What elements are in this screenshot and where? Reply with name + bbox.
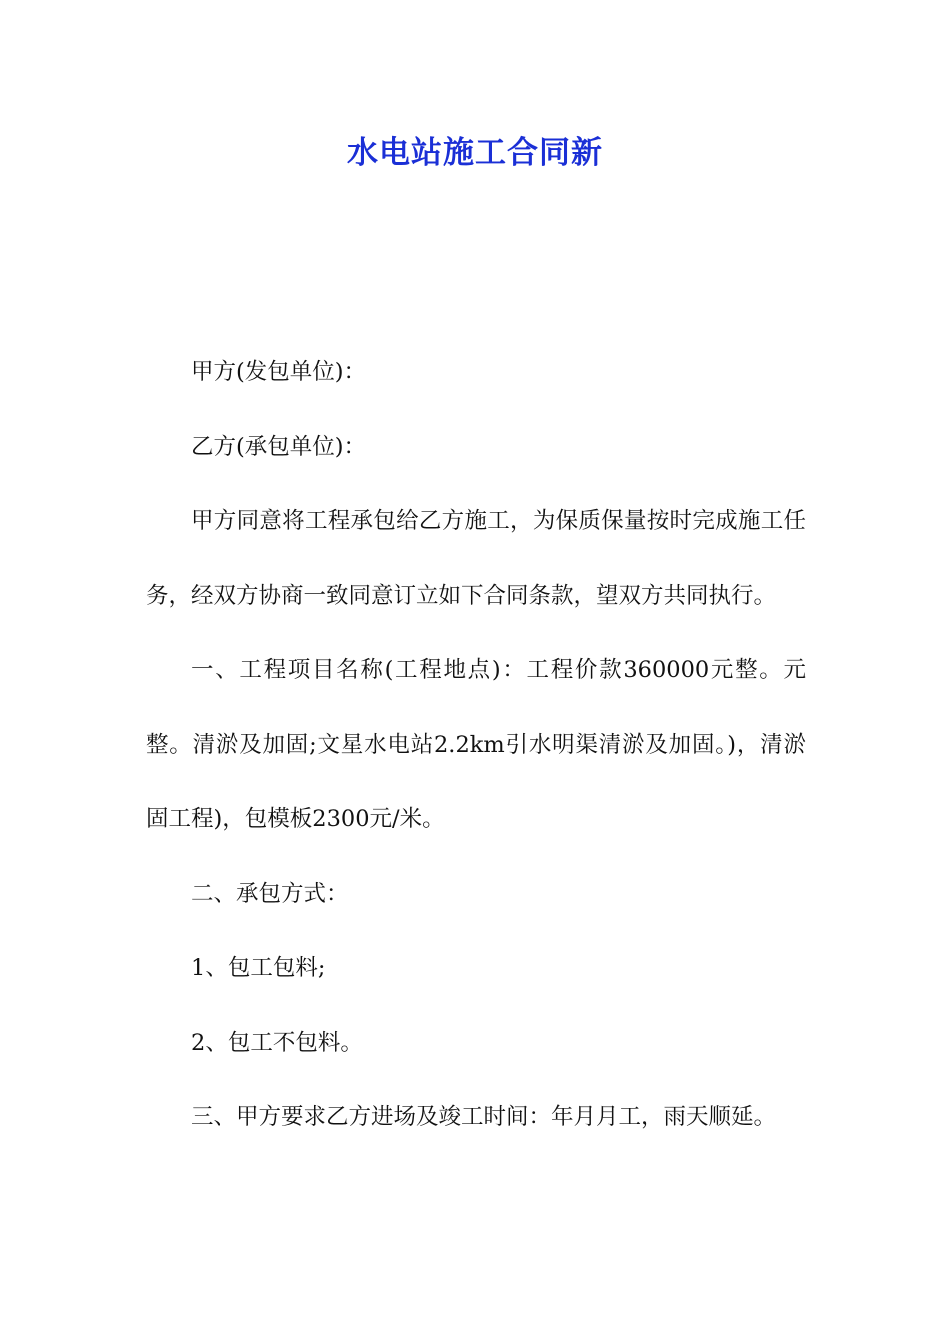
- agreement-paragraph: 甲方同意将工程承包给乙方施工，为保质保量按时完成施工任务，经双方协商一致同意订立如下合同条款，望双方共同执行。: [146, 508, 806, 609]
- document-body: [146, 335, 806, 1155]
- party-a-line: 甲方(发包单位)：: [191, 359, 367, 385]
- section-one-project-name: 一、工程项目名称(工程地点)：工程价款360000元整。元整。清淤及加固;文星水电站2.2km引水明渠清淤及加固。)，清淤固工程)，包模板2300元/米。: [146, 657, 806, 832]
- document-title: 水电站施工合同新: [347, 135, 603, 171]
- section-three-schedule: 三、甲方要求乙方进场及竣工时间：年月月工，雨天顺延。: [191, 1104, 777, 1130]
- party-b-line: 乙方(承包单位)：: [191, 433, 367, 460]
- section-two-contract-method: 二、承包方式：: [191, 880, 349, 907]
- method-item-1: 1、包工包料;: [191, 955, 326, 981]
- method-item-2: 2、包工不包料。: [191, 1029, 363, 1056]
